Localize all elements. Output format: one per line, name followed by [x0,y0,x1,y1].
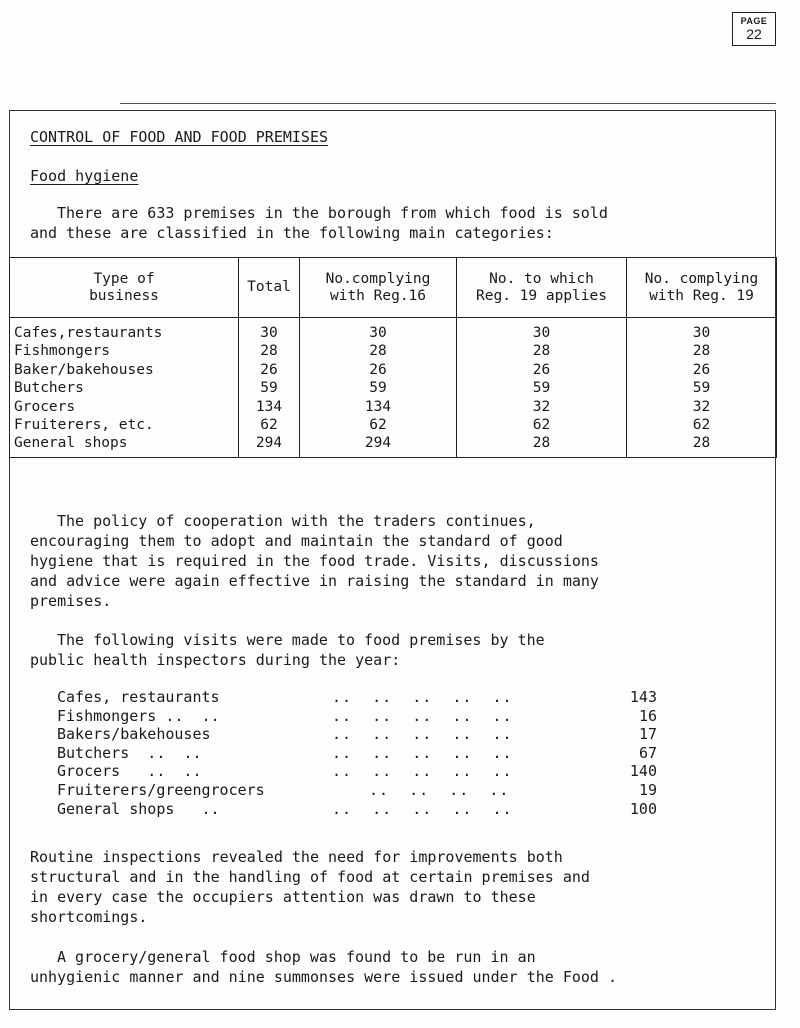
cell-reg16: 26 [300,361,457,379]
policy-line-2: encouraging them to adopt and maintain the standard of good [30,532,563,550]
cell-reg19-applies: 26 [457,361,627,379]
table-row [10,361,777,379]
header-reg19-applies-line2: Reg. 19 applies [476,287,607,304]
visit-category: Fruiterers/greengrocers [57,780,265,799]
cell-reg16: 134 [300,398,457,416]
cell-total: 26 [239,361,300,379]
cell-type: Grocers [10,398,239,416]
header-reg16-line2: with Reg.16 [329,287,427,304]
policy-line-1: The policy of cooperation with the traders continues, [57,512,536,530]
cell-total: 30 [239,318,300,343]
cell-reg19-applies: 28 [457,434,627,457]
table-header-row [10,258,777,318]
cell-reg19-complying: 30 [627,318,777,343]
header-total-line1: Total [247,279,291,295]
top-rule [120,103,776,104]
closing-line-1: A grocery/general food shop was found to be run in an [57,948,536,966]
header-type-line2: business [89,287,159,304]
list-item [57,688,657,707]
visit-count: 17 [638,725,657,744]
visit-count: 143 [629,688,657,706]
cell-reg16: 294 [300,434,457,457]
visit-category: Butchers .. .. [57,743,202,762]
policy-line-4: and advice were again effective in raising the standard in many [30,572,599,590]
header-reg19-complying-line2: with Reg. 19 [649,287,754,304]
header-total [239,258,300,318]
page-number-box [732,12,776,46]
page-number: 22 [746,26,762,42]
cell-reg16: 59 [300,379,457,397]
section-subheading: Food hygiene [30,167,139,185]
header-reg19-applies [457,258,627,318]
visits-list [57,688,657,818]
header-reg16 [300,258,457,318]
visits-intro-line-1: The following visits were made to food premises by the [57,631,545,649]
list-item [57,744,657,763]
intro-line-2: and these are classified in the following main categories: [30,224,554,242]
header-reg16-line1: No.complying [325,270,431,287]
cell-reg19-complying: 59 [627,379,777,397]
premises-table [9,257,777,458]
visit-count: 19 [638,780,657,799]
visit-category: Fishmongers .. .. [57,706,220,725]
routine-line-2: structural and in the handling of food at certain premises and [30,868,590,886]
header-type-line1: Type of [93,270,155,287]
cell-reg19-applies: 62 [457,416,627,434]
cell-reg19-applies: 59 [457,379,627,397]
header-reg19-complying-line1: No. complying [644,270,759,287]
header-reg19-complying [627,258,777,318]
list-item [57,707,657,726]
cell-reg19-applies: 28 [457,342,627,360]
visit-leader-dots: .. .. .. .. .. [332,706,513,725]
visit-count: 67 [638,743,657,762]
visit-leader-dots: .. .. .. .. .. [332,725,513,744]
list-item [57,762,657,781]
visit-leader-dots: .. .. .. .. .. [332,743,513,762]
policy-line-5: premises. [30,592,112,610]
list-item [57,725,657,744]
cell-total: 59 [239,379,300,397]
visit-count: 100 [629,799,657,818]
cell-type: Fishmongers [10,342,239,360]
cell-reg19-applies: 32 [457,398,627,416]
cell-type: General shops [10,434,239,457]
table-row [10,379,777,397]
cell-reg16: 28 [300,342,457,360]
cell-total: 134 [239,398,300,416]
visit-leader-dots: .. .. .. .. [369,780,510,799]
closing-line-2: unhygienic manner and nine summonses were issued under the Food . [30,968,617,986]
routine-line-1: Routine inspections revealed the need for improvements both [30,848,563,866]
cell-total: 28 [239,342,300,360]
cell-reg19-complying: 62 [627,416,777,434]
header-type [10,258,239,318]
visit-category: Grocers .. .. [57,762,202,781]
policy-line-3: hygiene that is required in the food trade. Visits, discussions [30,552,599,570]
cell-type: Baker/bakehouses [10,361,239,379]
visit-leader-dots: .. .. .. .. .. [332,688,513,706]
list-item [57,800,657,819]
cell-reg19-complying: 28 [627,434,777,457]
cell-type: Fruiterers, etc. [10,416,239,434]
cell-reg19-complying: 32 [627,398,777,416]
cell-reg16: 30 [300,318,457,343]
cell-type: Cafes,restaurants [10,318,239,343]
cell-reg19-complying: 28 [627,342,777,360]
visits-intro-line-2: public health inspectors during the year: [30,651,401,669]
visit-leader-dots: .. .. .. .. .. [332,762,513,781]
visit-count: 16 [638,706,657,725]
table-row [10,318,777,343]
table-row [10,398,777,416]
cell-total: 62 [239,416,300,434]
visit-category: Bakers/bakehouses [57,725,211,744]
visit-category: Cafes, restaurants [57,688,220,706]
cell-total: 294 [239,434,300,457]
visit-leader-dots: .. .. .. .. .. [332,799,513,818]
routine-line-4: shortcomings. [30,908,148,926]
header-reg19-applies-line1: No. to which [489,270,594,287]
cell-type: Butchers [10,379,239,397]
intro-line-1: There are 633 premises in the borough from which food is sold [57,204,608,222]
table-row [10,434,777,457]
visit-count: 140 [629,762,657,781]
list-item [57,781,657,800]
visit-category: General shops .. [57,799,220,818]
cell-reg19-applies: 30 [457,318,627,343]
table-row [10,416,777,434]
cell-reg19-complying: 26 [627,361,777,379]
table-row [10,342,777,360]
cell-reg16: 62 [300,416,457,434]
routine-line-3: in every case the occupiers attention was drawn to these [30,888,536,906]
section-heading: CONTROL OF FOOD AND FOOD PREMISES [30,128,329,146]
page-label: PAGE [740,16,768,26]
